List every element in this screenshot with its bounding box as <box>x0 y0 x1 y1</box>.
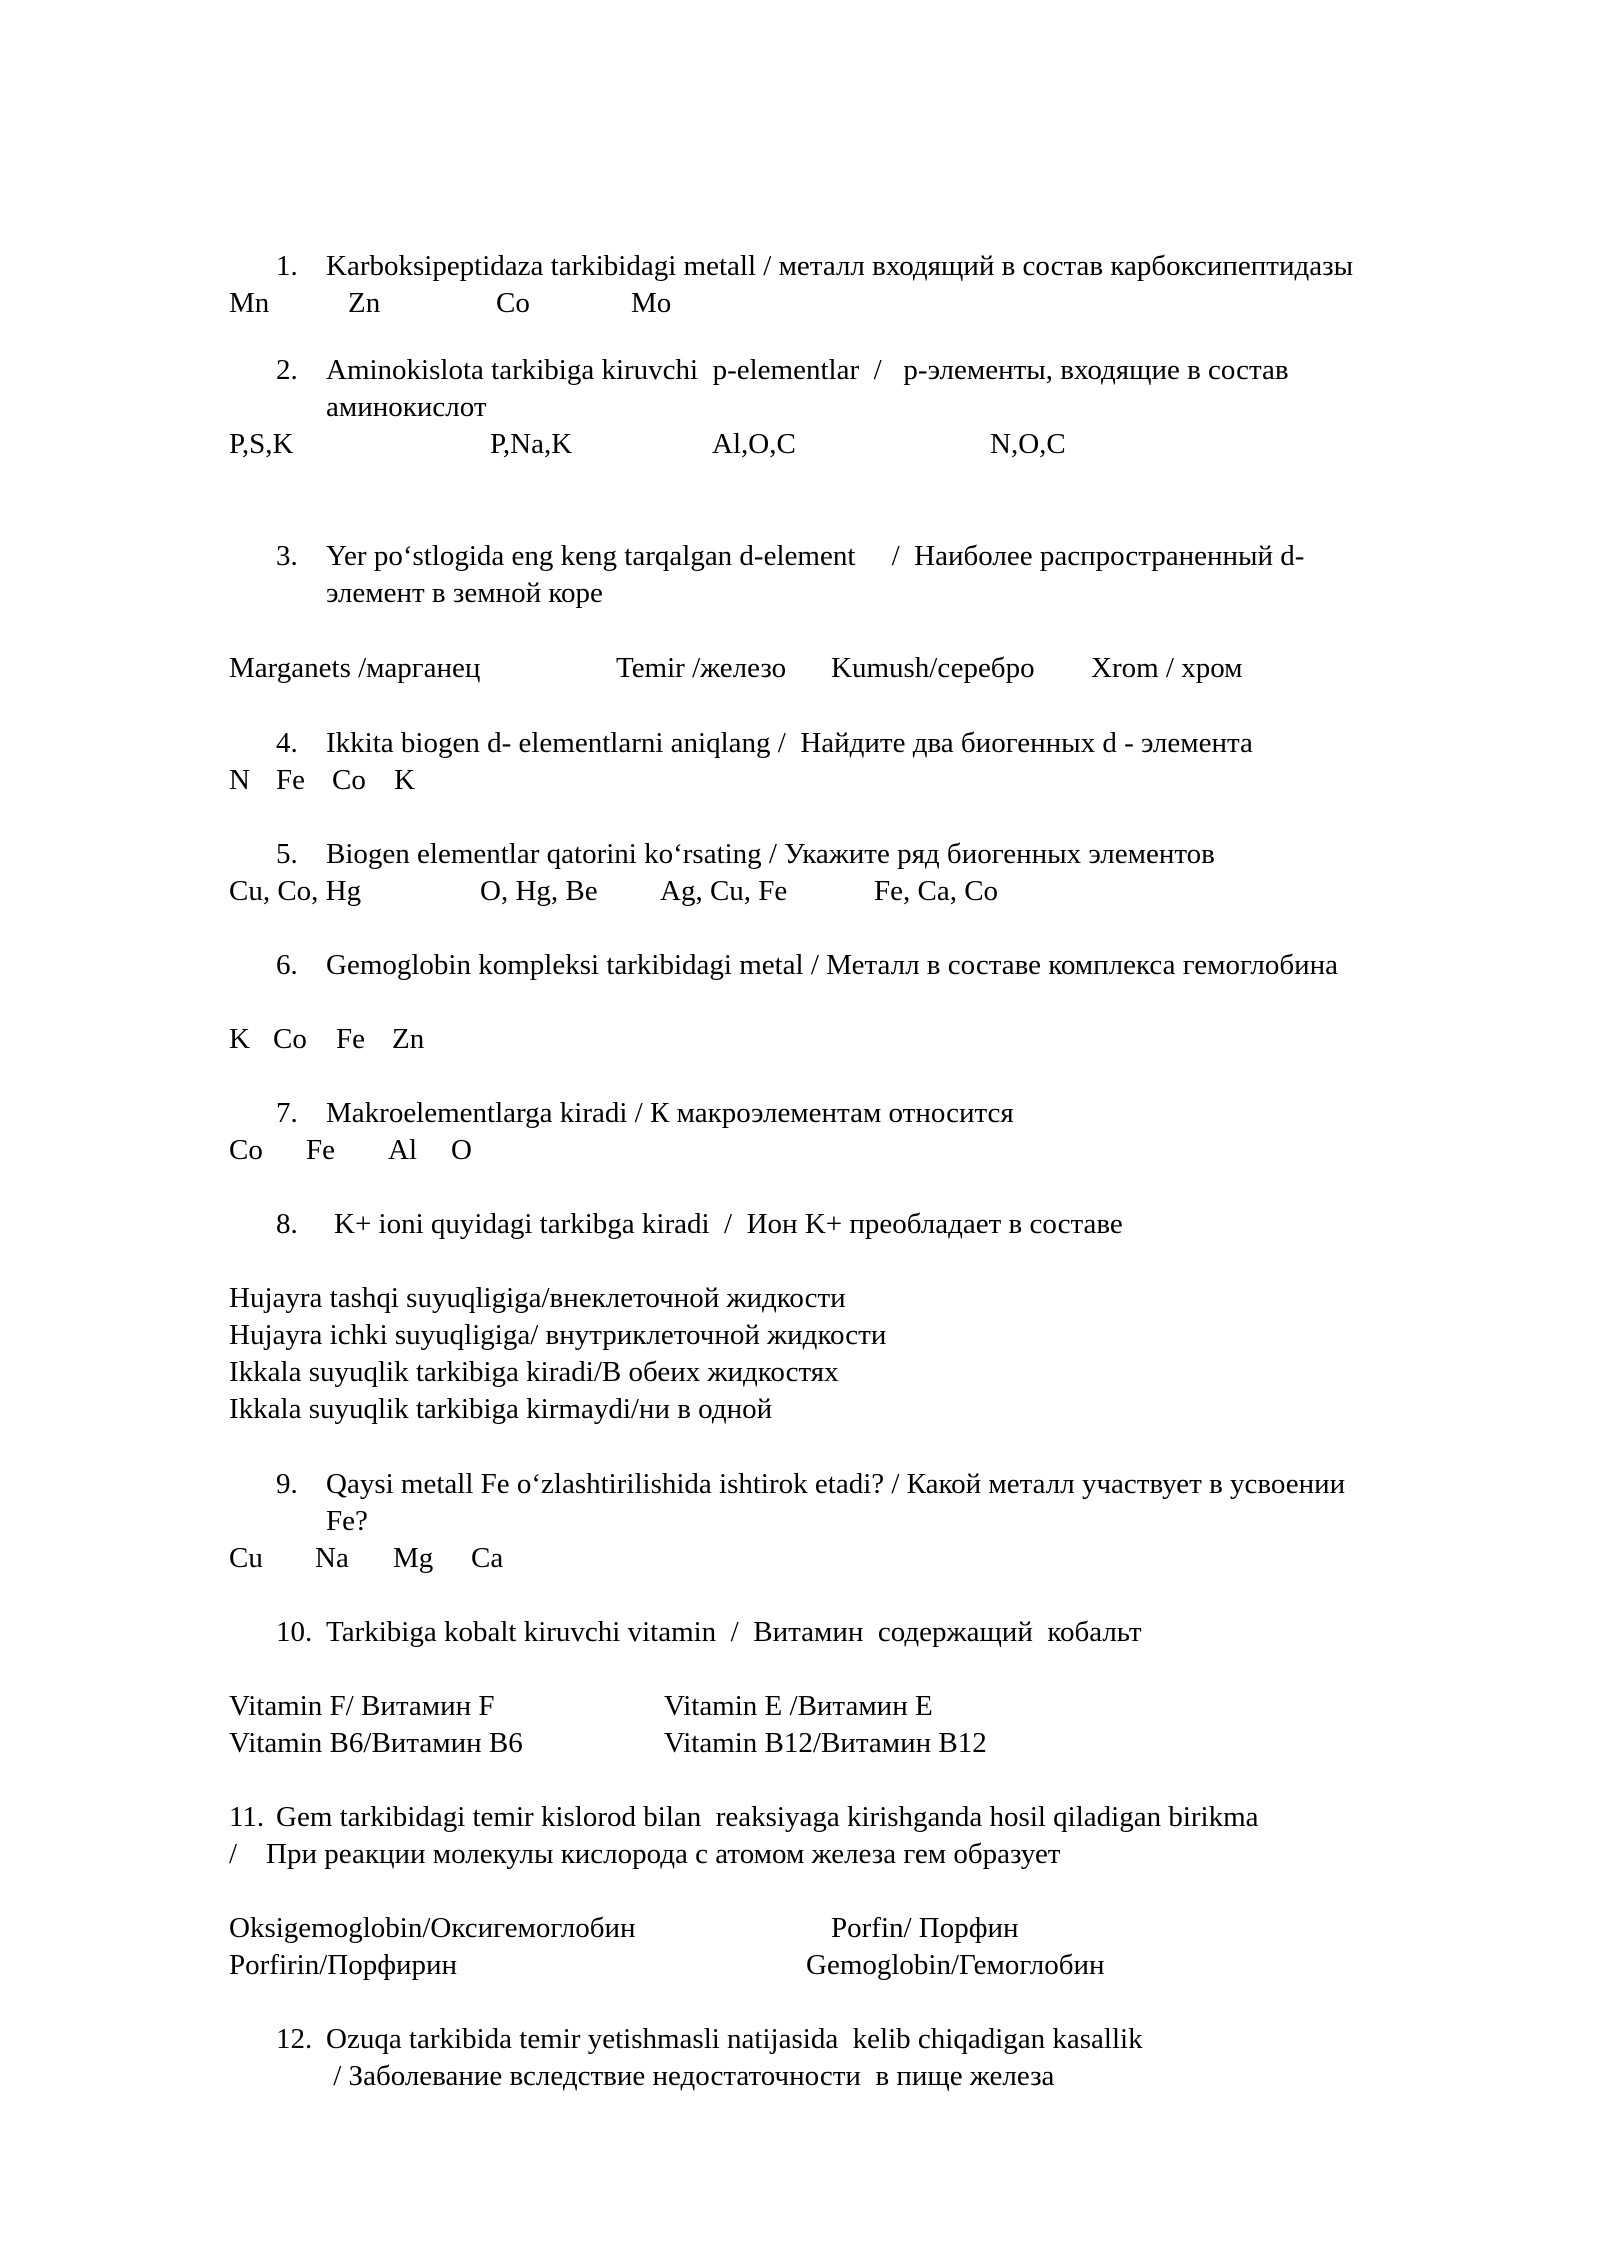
answer-option: K <box>394 764 415 796</box>
question-text: Karboksipeptidaza tarkibidagi metall / металл входящий в состав карбоксипептидазы <box>326 250 1354 282</box>
question-number: 8. <box>276 1208 298 1240</box>
answer-option: Porfirin/Порфирин <box>229 1949 458 1981</box>
answer-option: Mg <box>393 1542 434 1574</box>
answer-option: Zn <box>348 287 381 319</box>
answer-option: Fe <box>336 1023 365 1055</box>
answer-option: Xrom / хром <box>1091 652 1243 684</box>
question-text: Biogen elementlar qatorini ko‘rsating / Укажите ряд биогенных элементов <box>326 838 1215 870</box>
question-number: 12. <box>276 2023 313 2055</box>
answer-option: Fe <box>276 764 305 796</box>
question-number: 2. <box>276 354 298 386</box>
answer-option: Porfin/ Порфин <box>831 1912 1019 1944</box>
question-number: 4. <box>276 727 298 759</box>
answer-option: Ca <box>471 1542 504 1574</box>
answer-option: Hujayra ichki suyuqligiga/ внутриклеточной жидкости <box>229 1319 887 1351</box>
answer-option: Mo <box>631 287 672 319</box>
answer-option: Oksigemoglobin/Оксигемоглобин <box>229 1912 636 1944</box>
answer-option: Kumush/серебро <box>831 652 1035 684</box>
answer-option: Na <box>315 1542 349 1574</box>
answer-option: Vitamin B6/Витамин B6 <box>229 1727 523 1759</box>
question-text: Qaysi metall Fe o‘zlashtirilishida ishtirok etadi? / Какой металл участвует в усвоении <box>326 1468 1346 1500</box>
answer-option: Ikkala suyuqlik tarkibiga kirmaydi/ни в одной <box>229 1393 773 1425</box>
answer-option: P,S,K <box>229 428 294 460</box>
answer-option: Gemoglobin/Гемоглобин <box>806 1949 1105 1981</box>
answer-option: Zn <box>392 1023 425 1055</box>
question-text: / Заболевание вследствие недостаточности в пище железа <box>326 2060 1055 2092</box>
question-text: / При реакции молекулы кислорода с атомом железа гем образует <box>229 1838 1061 1870</box>
answer-option: Co <box>273 1023 307 1055</box>
answer-option: Hujayra tashqi suyuqligiga/внеклеточной жидкости <box>229 1282 846 1314</box>
question-text: Tarkibiga kobalt kiruvchi vitamin / Витамин содержащий кобальт <box>326 1616 1142 1648</box>
answer-option: Al <box>388 1134 417 1166</box>
question-text: Ozuqa tarkibida temir yetishmasli natijasida kelib chiqadigan kasallik <box>326 2023 1143 2055</box>
answer-option: Fe, Ca, Co <box>874 875 999 907</box>
question-number: 11. <box>229 1801 265 1833</box>
question-text: Ikkita biogen d- elementlarni aniqlang / Найдите два биогенных d - элемента <box>326 727 1253 759</box>
answer-option: Al,O,C <box>712 428 796 460</box>
answer-option: Co <box>496 287 530 319</box>
question-number: 9. <box>276 1468 298 1500</box>
question-text: Gem tarkibidagi temir kislorod bilan reaksiyaga kirishganda hosil qiladigan birikma <box>276 1801 1259 1833</box>
answer-option: N <box>229 764 250 796</box>
question-text: элемент в земной коре <box>326 577 603 609</box>
question-number: 7. <box>276 1097 298 1129</box>
answer-option: Vitamin E /Витамин E <box>664 1690 933 1722</box>
question-text: Yer po‘stlogida eng keng tarqalgan d-element / Наиболее распространенный d- <box>326 540 1305 572</box>
answer-option: Temir /железо <box>616 652 787 684</box>
question-number: 5. <box>276 838 298 870</box>
answer-option: Cu <box>229 1542 263 1574</box>
answer-option: O <box>451 1134 472 1166</box>
question-text: аминокислот <box>326 391 487 423</box>
question-text: K+ ioni quyidagi tarkibga kiradi / Ион K+ преобладает в составе <box>334 1208 1123 1240</box>
answer-option: Marganets /марганец <box>229 652 481 684</box>
answer-option: O, Hg, Be <box>480 875 598 907</box>
answer-option: Co <box>332 764 366 796</box>
answer-option: N,O,C <box>990 428 1066 460</box>
question-text: Makroelementlarga kiradi / К макроэлементам относится <box>326 1097 1014 1129</box>
question-text: Fe? <box>326 1505 368 1537</box>
question-number: 6. <box>276 949 298 981</box>
question-number: 10. <box>276 1616 313 1648</box>
question-text: Aminokislota tarkibiga kiruvchi p-elementlar / р-элементы, входящие в состав <box>326 354 1289 386</box>
answer-option: Fe <box>306 1134 335 1166</box>
answer-option: P,Na,K <box>490 428 573 460</box>
question-number: 3. <box>276 540 298 572</box>
answer-option: Vitamin B12/Витамин B12 <box>664 1727 987 1759</box>
question-number: 1. <box>276 250 298 282</box>
answer-option: Vitamin F/ Витамин F <box>229 1690 495 1722</box>
answer-option: Co <box>229 1134 263 1166</box>
answer-option: K <box>229 1023 250 1055</box>
question-text: Gemoglobin kompleksi tarkibidagi metal / Металл в составе комплекса гемоглобина <box>326 949 1339 981</box>
answer-option: Ikkala suyuqlik tarkibiga kiradi/В обеих жидкостях <box>229 1356 839 1388</box>
answer-option: Ag, Cu, Fe <box>660 875 788 907</box>
answer-option: Cu, Co, Hg <box>229 875 362 907</box>
answer-option: Mn <box>229 287 270 319</box>
